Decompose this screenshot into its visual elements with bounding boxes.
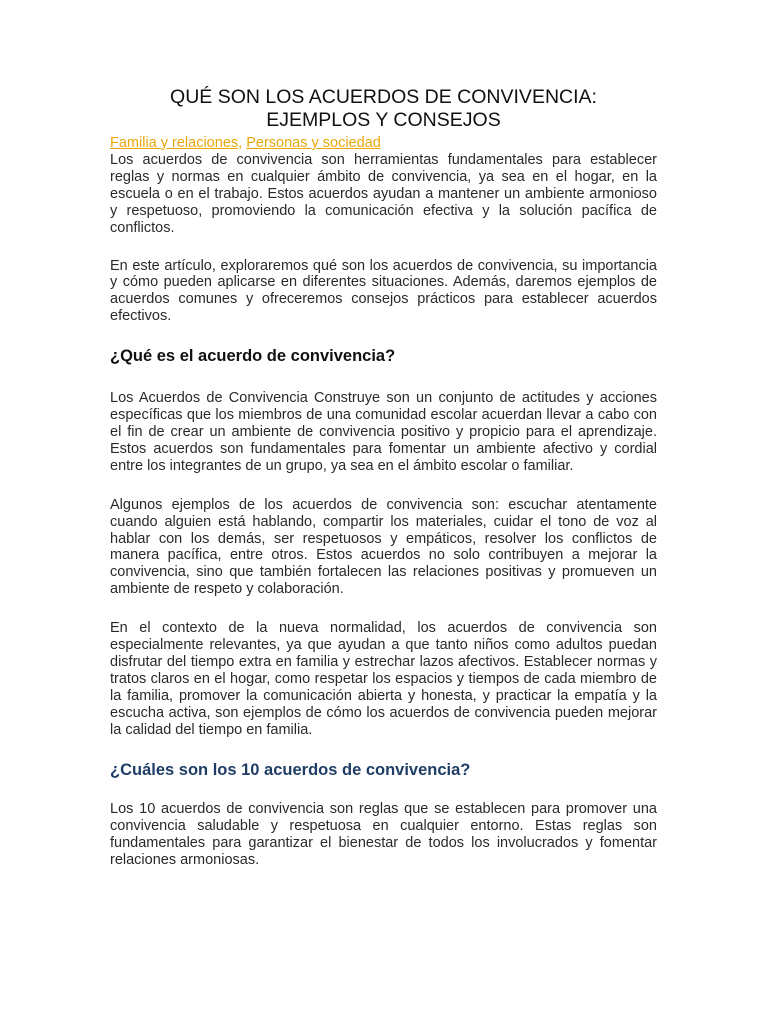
category-separator: , xyxy=(238,135,243,151)
intro-paragraph: En este artículo, exploraremos qué son los acuerdos de convivencia, su importancia y cómo pueden aplicarse en diferentes situaciones. Además, daremos ejemplos de acuerdos comunes y ofreceremos consejos prácticos para establecer acuerdos efectivos. xyxy=(110,257,657,325)
intro-paragraph: Los acuerdos de convivencia son herramientas fundamentales para establecer reglas y normas en cualquier ámbito de convivencia, ya sea en el hogar, en la escuela o en el trabajo. Estos acuerdos ayudan a mantener un ambiente armonioso y respetuoso, promoviendo la comunicación efectiva y la solución pacífica de conflictos. xyxy=(110,152,657,236)
category-links xyxy=(110,135,657,152)
category-link-familia[interactable]: Familia y relaciones xyxy=(110,135,239,151)
section-heading-cuales-son: ¿Cuáles son los 10 acuerdos de convivencia? xyxy=(110,761,471,780)
section-heading-que-es: ¿Qué es el acuerdo de convivencia? xyxy=(110,347,396,366)
title-line-1: QUÉ SON LOS ACUERDOS DE CONVIVENCIA: xyxy=(170,86,597,108)
article-title xyxy=(110,86,657,132)
title-line-2: EJEMPLOS Y CONSEJOS xyxy=(266,109,501,131)
category-link-personas[interactable]: Personas y sociedad xyxy=(246,135,381,151)
body-paragraph: En el contexto de la nueva normalidad, los acuerdos de convivencia son especialmente relevantes, ya que ayudan a que tanto niños como adultos puedan disfrutar del tiempo extra en familia y estrechar lazos afectivos. Establecer normas y tratos claros en el hogar, como respetar los espacios y tiempos de cada miembro de la familia, promover la comunicación abierta y honesta, y practicar la empatía y la escucha activa, son ejemplos de cómo los acuerdos de convivencia pueden mejorar la calidad del tiempo en familia. xyxy=(110,620,657,738)
body-paragraph: Los Acuerdos de Convivencia Construye son un conjunto de actitudes y acciones específicas que los miembros de una comunidad escolar acuerdan llevar a cabo con el fin de crear un ambiente de convivencia positivo y propicio para el aprendizaje. Estos acuerdos son fundamentales para fomentar un ambiente afectivo y cordial entre los integrantes de un grupo, ya sea en el ámbito escolar o familiar. xyxy=(110,390,657,474)
article-body xyxy=(110,86,657,869)
body-paragraph: Algunos ejemplos de los acuerdos de convivencia son: escuchar atentamente cuando alguien está hablando, compartir los materiales, cuidar el tono de voz al hablar con los demás, ser respetuosos y empáticos, resolver los conflictos de manera pacífica, entre otros. Estos acuerdos no solo contribuyen a mejorar la convivencia, sino que también fortalecen las relaciones positivas y promueven un ambiente de respeto y colaboración. xyxy=(110,496,657,598)
body-paragraph: Los 10 acuerdos de convivencia son reglas que se establecen para promover una convivencia saludable y respetuosa en cualquier entorno. Estas reglas son fundamentales para garantizar el bienestar de todos los involucrados y fomentar relaciones armoniosas. xyxy=(110,801,657,869)
